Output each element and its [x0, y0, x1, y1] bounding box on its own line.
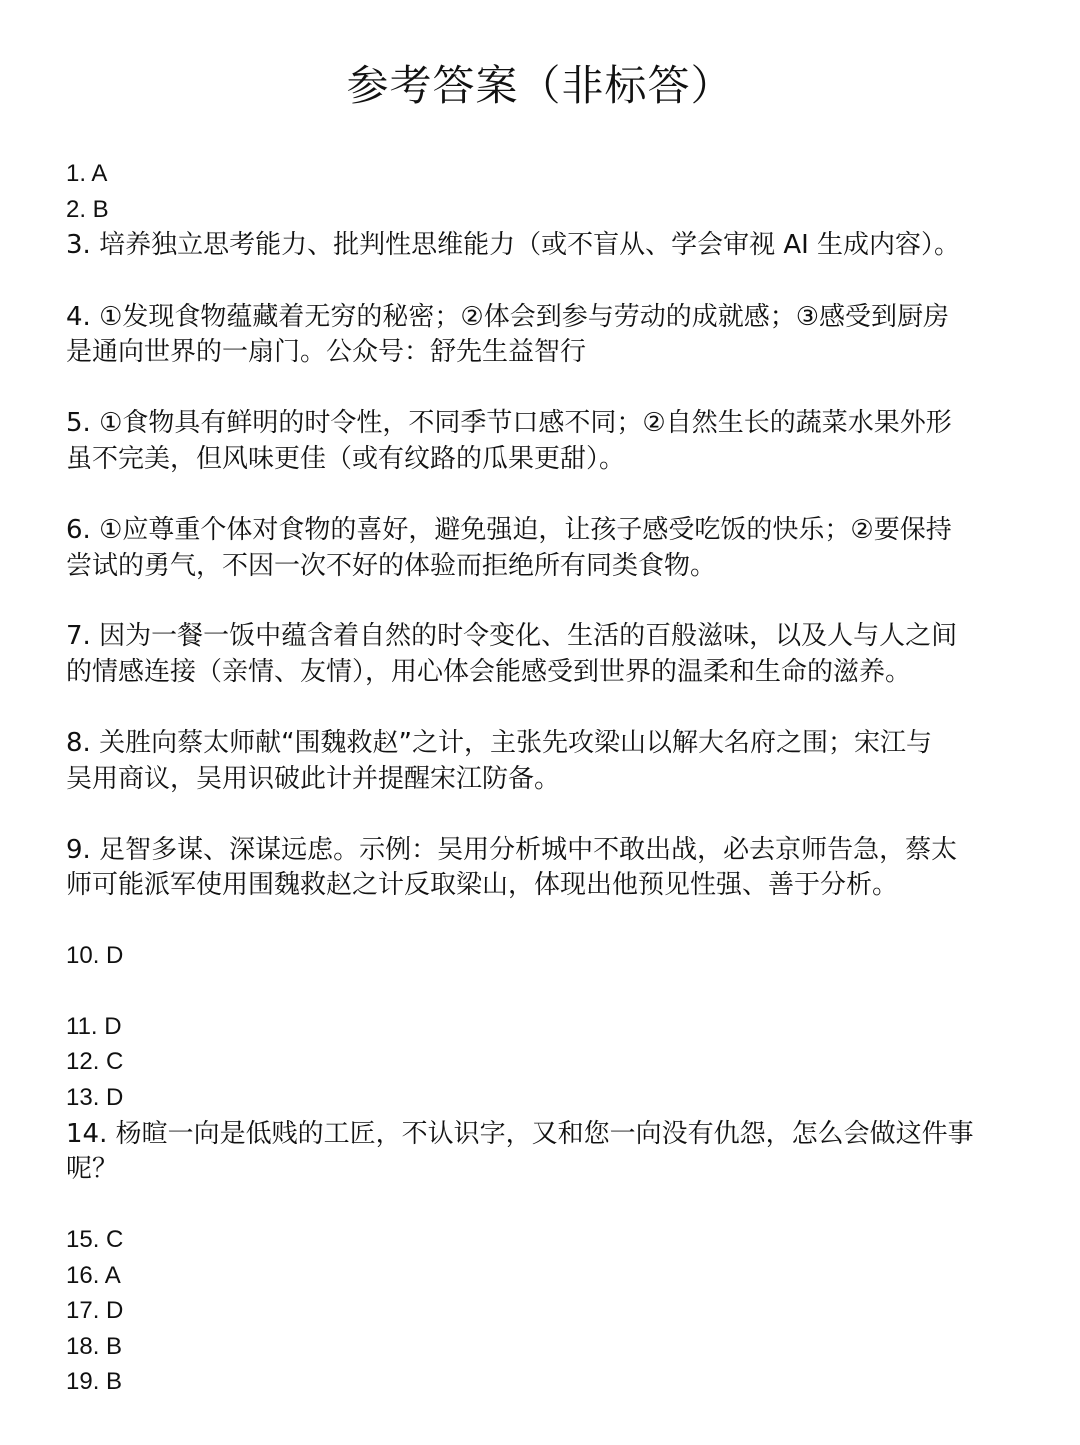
- answer-18: 18. B: [66, 1333, 123, 1360]
- answer-10: 10. D: [66, 942, 124, 969]
- answer-9-line-2: 师可能派军使用围魏救赵之计反取梁山，体现出他预见性强、善于分析。: [66, 870, 899, 900]
- answer-17: 17. D: [66, 1297, 124, 1324]
- answer-8-line-2: 吴用商议，吴用识破此计并提醒宋江防备。: [66, 764, 561, 794]
- answer-2: 2. B: [66, 196, 109, 223]
- answer-4-line-2: 是通向世界的一扇门。公众号：舒先生益智行: [66, 337, 587, 367]
- answer-6-line-1: 6. ①应尊重个体对食物的喜好，避免强迫，让孩子感受吃饭的快乐；②要保持: [66, 515, 952, 545]
- answer-7-line-1: 7. 因为一餐一饭中蕴含着自然的时令变化、生活的百般滋味，以及人与人之间: [66, 621, 958, 651]
- answer-19: 19. B: [66, 1368, 123, 1395]
- page-title: 参考答案（非标答）: [346, 61, 734, 110]
- answer-15: 15. C: [66, 1226, 124, 1253]
- answer-9-line-1: 9. 足智多谋、深谋远虑。示例：吴用分析城中不敢出战，必去京师告急，蔡太: [66, 835, 958, 865]
- answer-14-line-1: 14. 杨暄一向是低贱的工匠，不认识字，又和您一向没有仇怨，怎么会做这件事: [66, 1119, 974, 1149]
- answer-4-line-1: 4. ①发现食物蕴藏着无穷的秘密；②体会到参与劳动的成就感；③感受到厨房: [66, 302, 949, 332]
- answer-12: 12. C: [66, 1048, 124, 1075]
- answer-13: 13. D: [66, 1084, 124, 1111]
- answer-11: 11. D: [66, 1013, 122, 1040]
- answer-7-line-2: 的情感连接（亲情、友情），用心体会能感受到世界的温柔和生命的滋养。: [66, 657, 912, 687]
- answer-14-line-2: 呢？: [66, 1154, 119, 1184]
- answer-1: 1. A: [66, 160, 108, 187]
- answer-3: 3. 培养独立思考能力、批判性思维能力（或不盲从、学会审视 AI 生成内容）。: [66, 230, 961, 260]
- answer-16: 16. A: [66, 1262, 121, 1289]
- answer-5-line-2: 虽不完美，但风味更佳（或有纹路的瓜果更甜）。: [66, 444, 626, 474]
- answer-8-line-1: 8. 关胜向蔡太师献“围魏救赵”之计，主张先攻梁山以解大名府之围；宋江与: [66, 728, 933, 758]
- answer-5-line-1: 5. ①食物具有鲜明的时令性，不同季节口感不同；②自然生长的蔬菜水果外形: [66, 408, 952, 438]
- answer-6-line-2: 尝试的勇气，不因一次不好的体验而拒绝所有同类食物。: [66, 551, 717, 581]
